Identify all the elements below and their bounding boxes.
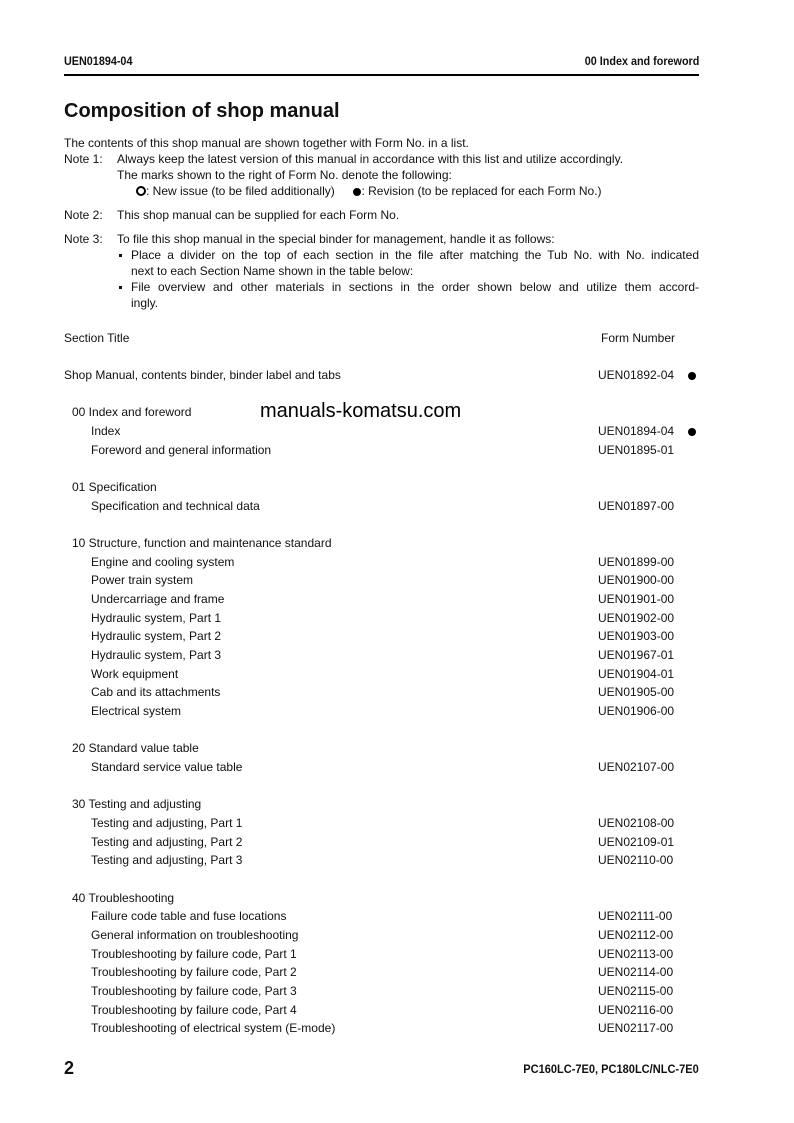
- note3-text: To file this shop manual in the special binder for management, handle it as follows:: [117, 232, 555, 246]
- bullet2-line1: File overview and other materials in sections in the order shown below and utilize them accord-: [131, 280, 699, 294]
- revision-icon: [688, 428, 696, 436]
- table-row: Index UEN01894-04: [64, 424, 704, 442]
- note1-line1: Always keep the latest version of this manual in accordance with this list and utilize accordingly.: [117, 152, 624, 166]
- table-row: Standard service value table UEN02107-00: [91, 760, 675, 774]
- table-row: Testing and adjusting, Part 3 UEN02110-00: [91, 853, 674, 867]
- watermark: manuals-komatsu.com: [260, 400, 462, 422]
- table-row: Troubleshooting by failure code, Part 1 UEN02113-00: [91, 947, 674, 961]
- table-row: Troubleshooting by failure code, Part 2 UEN02114-00: [91, 965, 674, 979]
- new-issue-icon: [136, 186, 146, 196]
- table-row: Power train system UEN01900-00: [91, 573, 675, 587]
- note1-line2: The marks shown to the right of Form No. denote the following:: [117, 168, 452, 182]
- table-row: Cab and its attachments UEN01905-00: [91, 685, 675, 699]
- table-row: Failure code table and fuse locations UEN02111-00: [91, 909, 673, 923]
- table-row: Specification and technical data UEN01897-00: [91, 499, 675, 513]
- table-row: Testing and adjusting, Part 2 UEN02109-01: [91, 835, 675, 849]
- intro-text: The contents of this shop manual are shown together with Form No. in a list.: [64, 136, 469, 150]
- table-row: Hydraulic system, Part 3 UEN01967-01: [91, 648, 675, 662]
- table-row: Hydraulic system, Part 2 UEN01903-00: [91, 629, 675, 643]
- section-heading: 30 Testing and adjusting: [72, 797, 202, 811]
- legend: [136, 184, 602, 198]
- table-row: Troubleshooting of electrical system (E-mode) UEN02117-00: [91, 1021, 674, 1035]
- doc-code: UEN01894-04: [64, 54, 133, 68]
- note1-label: Note 1:: [64, 152, 103, 166]
- table-row: Electrical system UEN01906-00: [91, 704, 675, 718]
- header-section: 00 Index and foreword: [584, 54, 699, 68]
- table-row: Hydraulic system, Part 1 UEN01902-00: [91, 611, 675, 625]
- section-heading: 10 Structure, function and maintenance standard: [72, 536, 332, 550]
- page-number: 2: [64, 1058, 75, 1078]
- page-title: Composition of shop manual: [64, 100, 340, 122]
- table-row: Engine and cooling system UEN01899-00: [91, 555, 675, 569]
- section-heading: 40 Troubleshooting: [72, 891, 175, 905]
- legend-new: : New issue (to be filed additionally): [146, 184, 335, 198]
- bullet-icon: [119, 286, 122, 289]
- table-row: Work equipment UEN01904-01: [91, 667, 675, 681]
- bullet1-line1: Place a divider on the top of each section in the file after matching the Tub No. with No. indicated: [131, 248, 699, 262]
- bullet1-line2: next to each Section Name shown in the table below:: [131, 264, 414, 278]
- revision-icon: [688, 372, 696, 380]
- table-row: Shop Manual, contents binder, binder label and tabs UEN01892-04: [64, 368, 704, 386]
- table-row: Troubleshooting by failure code, Part 3 UEN02115-00: [91, 984, 674, 998]
- bullet-icon: [119, 254, 122, 257]
- col-form-number: Form Number: [601, 331, 676, 345]
- note2-text: This shop manual can be supplied for each Form No.: [117, 208, 400, 222]
- table-row: General information on troubleshooting UEN02112-00: [91, 928, 674, 942]
- note3-label: Note 3:: [64, 232, 103, 246]
- header-rule: [64, 74, 699, 76]
- bullet2-line2: ingly.: [131, 296, 159, 310]
- table-row: Troubleshooting by failure code, Part 4 UEN02116-00: [91, 1003, 674, 1017]
- table-row: Undercarriage and frame UEN01901-00: [91, 592, 675, 606]
- col-section-title: Section Title: [64, 331, 130, 345]
- table-row: Testing and adjusting, Part 1 UEN02108-00: [91, 816, 675, 830]
- note2-label: Note 2:: [64, 208, 103, 222]
- table-row: Foreword and general information UEN01895-01: [91, 443, 675, 457]
- section-heading: 00 Index and foreword: [72, 405, 192, 419]
- legend-revision: : Revision (to be replaced for each Form No.): [361, 184, 602, 198]
- page-header: [64, 54, 699, 74]
- model-names: PC160LC-7E0, PC180LC/NLC-7E0: [523, 1062, 699, 1076]
- section-heading: 20 Standard value table: [72, 741, 199, 755]
- section-heading: 01 Specification: [72, 480, 157, 494]
